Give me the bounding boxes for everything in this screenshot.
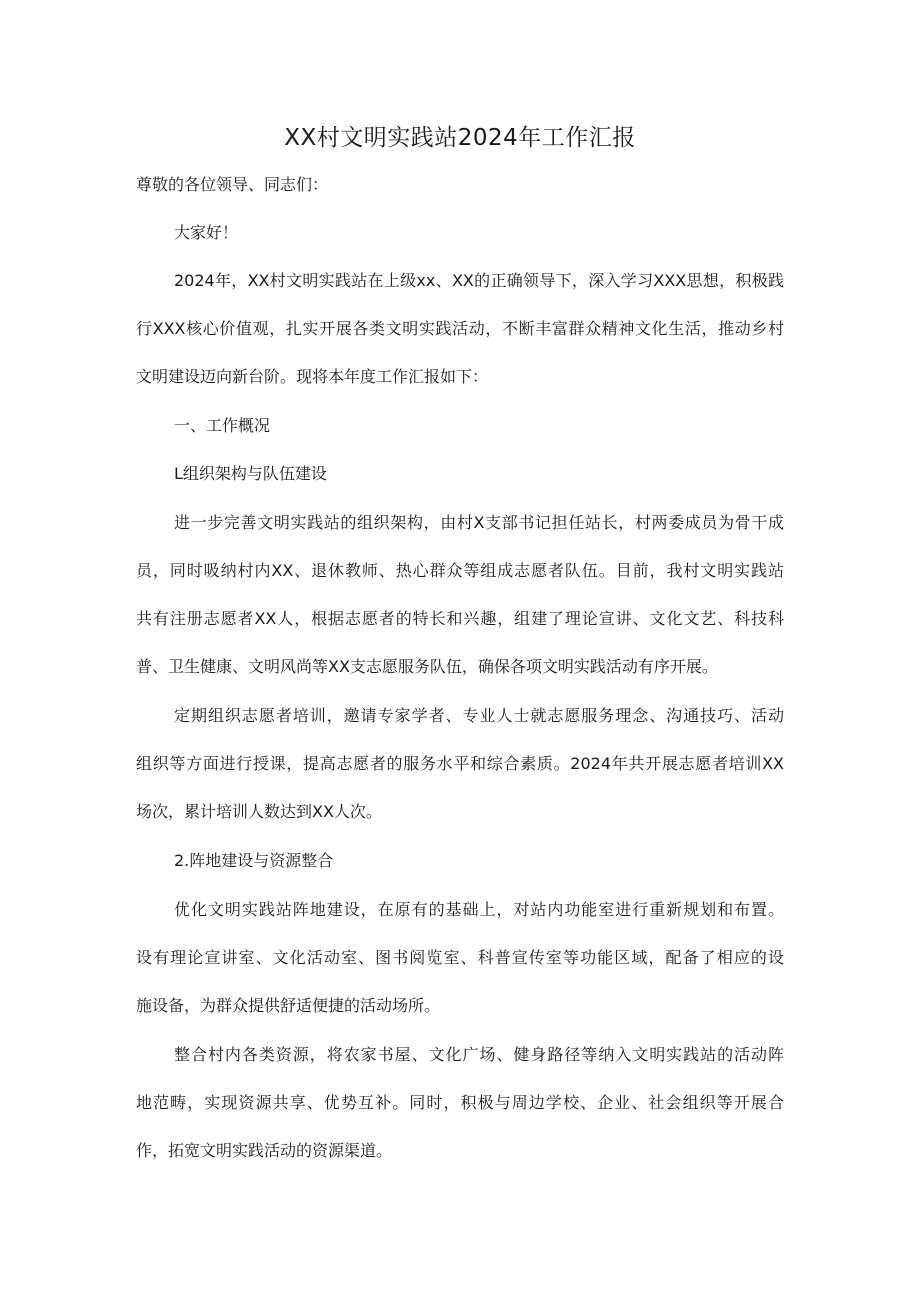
intro-line-2: 行XXX核心价值观，扎实开展各类文明实践活动，不断丰富群众精神文化生活，推动乡村 <box>136 319 784 338</box>
para1-line-2: 员，同时吸纳村内XX、退休教师、热心群众等组成志愿者队伍。目前，我村文明实践站 <box>136 561 784 580</box>
para3-line-3: 施设备，为群众提供舒适便捷的活动场所。 <box>136 996 441 1015</box>
para3-line-1: 优化文明实践站阵地建设，在原有的基础上，对站内功能室进行重新规划和布置。 <box>174 900 784 919</box>
para4-line-3: 作，拓宽文明实践活动的资源渠道。 <box>136 1141 393 1160</box>
para1-line-4: 普、卫生健康、文明风尚等XX支志愿服务队伍，确保各项文明实践活动有序开展。 <box>136 657 718 676</box>
para2-line-3: 场次，累计培训人数达到XX人次。 <box>136 802 382 821</box>
subheading-organization: L组织架构与队伍建设 <box>174 464 327 483</box>
intro-line-3: 文明建设迈向新台阶。现将本年度工作汇报如下： <box>136 367 489 386</box>
document-title: XX村文明实践站2024年工作汇报 <box>284 125 636 151</box>
greeting: 大家好！ <box>174 223 239 242</box>
section-heading-overview: 一、工作概况 <box>174 416 271 435</box>
para4-line-1: 整合村内各类资源，将农家书屋、文化广场、健身路径等纳入文明实践站的活动阵 <box>174 1045 784 1064</box>
para1-line-1: 进一步完善文明实践站的组织架构，由村X支部书记担任站长，村两委成员为骨干成 <box>174 513 784 532</box>
subheading-facilities: 2.阵地建设与资源整合 <box>174 851 334 870</box>
para1-line-3: 共有注册志愿者XX人，根据志愿者的特长和兴趣，组建了理论宣讲、文化文艺、科技科 <box>136 609 784 628</box>
para3-line-2: 设有理论宣讲室、文化活动室、图书阅览室、科普宣传室等功能区域，配备了相应的设 <box>136 948 784 967</box>
para2-line-1: 定期组织志愿者培训，邀请专家学者、专业人士就志愿服务理念、沟通技巧、活动 <box>174 706 784 725</box>
para2-line-2: 组织等方面进行授课，提高志愿者的服务水平和综合素质。2024年共开展志愿者培训XX <box>136 754 784 773</box>
para4-line-2: 地范畴，实现资源共享、优势互补。同时，积极与周边学校、企业、社会组织等开展合 <box>136 1093 784 1112</box>
intro-line-1: 2024年，XX村文明实践站在上级xx、XX的正确领导下，深入学习XXX思想，积极践 <box>174 271 784 290</box>
salutation: 尊敬的各位领导、同志们： <box>136 175 329 194</box>
